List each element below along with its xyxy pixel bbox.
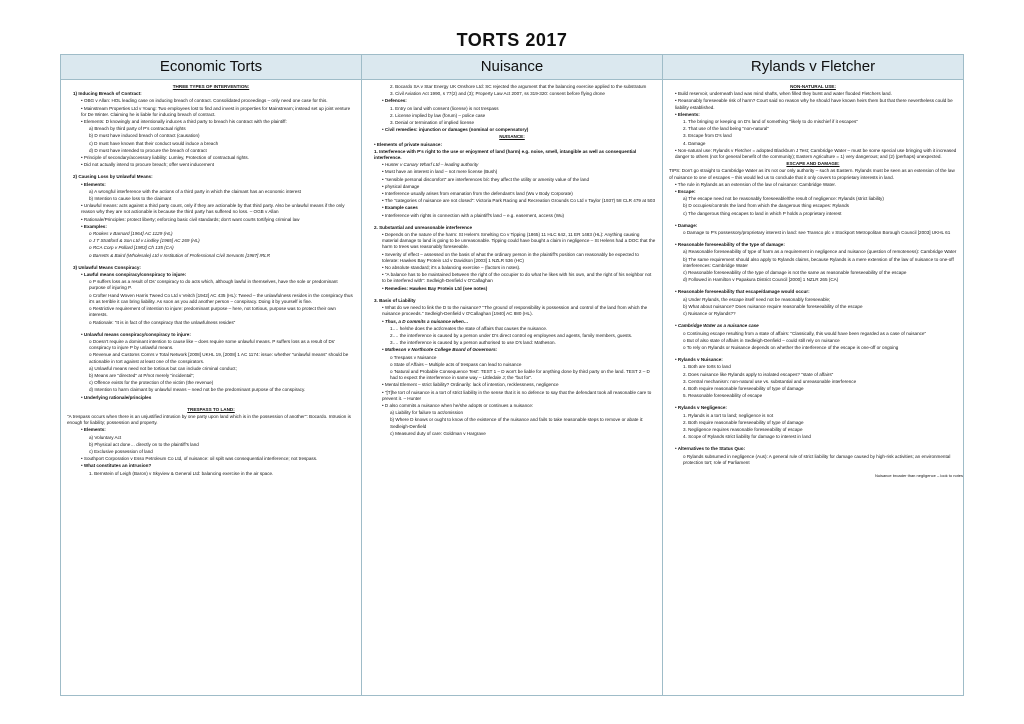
note-line: 3…. the interference is caused by a person authorised to use D's land: Matheson. [390,340,556,346]
note-line: • Escape: [675,189,696,195]
note-line: • Principle of secondary/accessory liability: Lumley, Protection of contractual rights. [81,155,249,161]
column-nuisance [362,55,663,695]
note-line: 1…. he/she does the act/creates the state of affairs that causes the nuisance. [390,325,548,331]
note-line: • Unlawful means conspiracy/conspiracy to injure: [81,331,191,337]
note-line: o Rookes v Barnard [1964] AC 1129 (HL) [89,231,173,237]
note-line: 3. Denial or termination of implied license [390,120,475,126]
note-line: • Interference with rights in connection with a plaintiff's land – e.g. easement, access (Wu) [382,212,565,218]
note-line: 2…. the interference is caused by a person under D's direct control eg employees and agents, family members, guests. [390,332,633,338]
note-line [67,327,355,331]
note-line: TIPS: Don't go straight to Cambridge Water as it's not our only authority – such as Eastern. Rylands must be seen as an extension of the law of nuisance to one of escapes – this would led us to conclude that it only covers to proprietary interests in land. [669,168,955,180]
note-line: o State of Affairs – Multiple acts of trespass can lead to nuisance [390,361,522,367]
page-title: TORTS 2017 [456,30,568,50]
note-line: d) Followed in Hamilton v Papakura District Council [2000] 1 NZLR 265 (CA) [683,277,839,283]
note-line: 3. Negligence requires reasonable foreseeability of escape [683,426,803,432]
column-rylands-v-fletcher [663,55,963,695]
note-line: • Thus, a D commits a nuisance when… [382,318,469,324]
note-line: o Doesn't require a dominant intention to cause like – does require some unlawful means. P suffers loss as a result of Ds' conspiracy to injure P by unlawful means. [89,338,335,351]
note-line [669,400,957,404]
footer-note: Nuisance broader than negligence – look to notes [874,472,963,478]
note-line: 2. That use of the land being "non-natural" [683,126,769,132]
note-line: o RCA Corp v Pollard [1983] Ch 135 (CA) [89,245,174,251]
note-line: 3. Central mechanism: non-natural use vs. substantial and unreasonable interference [683,378,857,384]
note-line: c) D must have known that their conduct would induce a breach [89,140,219,146]
note-line: b) D must have induced breach of contract (causation) [89,133,200,139]
note-line: a) Under Rylands, the escape itself need not be reasonably foreseeable; [683,296,831,302]
note-line: o J T Stratford & Son Ltd v Lindley [1965] AC 269 (HL) [89,238,200,244]
note-line: o Rationale: "It is in fact of the conspiracy that the unlawfulness resides" [89,319,236,325]
note-line: • Rationale/Principles: protect liberty; enforcing basic civil standards; don't want courts tortifying criminal law [81,216,300,222]
note-line: a) Liability for failure to act/omission [390,410,464,416]
note-line: 3. Basis of Liability [374,297,416,303]
note-line: a) Reasonable foreseeability of type of harm as a requirement in negligence and nuisance (question of remoteness): Cambridge Water [683,249,957,255]
note-line: b) What about nuisance? Does nuisance require reasonable foreseeability of the escape [683,303,863,309]
note-line [669,352,957,356]
note-line: • Build reservoir, underneath land was mind shafts, when filled they burst and water flooded Fletchers land. [675,91,892,97]
column-body [61,80,361,482]
note-line: o But of also state of affairs in Sedleigh-Denfield – could still rely on nuisance [683,337,840,343]
note-line: c) Exclusive possession of land [89,448,153,454]
column-heading: Economic Torts [61,55,361,80]
note-line: • Civil remedies: injunction or damages (nominal or compensatory) [382,127,529,133]
note-line: 3) Unlawful Means Conspiracy: [73,264,141,270]
note-line: d) D must have intended to procure the breach of contract [89,147,207,153]
note-line: 5. Reasonable foreseeability of escape [683,393,763,399]
note-line: o Revenue and Customs Comrs v Total Network [2008] UKHL 19, [2008] 1 AC 1174: issue: whether "unlawful means" should be actionable in tort against at least one of the conspirators. [89,352,349,364]
note-line: c) Reasonable foreseeability of the type of damage is not the same as reasonable foreseeability of the escape [683,270,907,276]
note-line: • Elements of private nuisance: [374,141,442,147]
note-line: • Severity of effect – assessed on the basis of what the ordinary person in the plaintiff's position can reasonably be expected to tolerate: Hawkes Bay Protein Ltd v Davidson [2003] 1 NZLR 536 (HC) [382,251,639,263]
note-line: • Cambridge Water as a nuisance case [675,323,759,329]
note-line: c) Measured duty of care: Goldman v Hargrave [390,430,486,436]
note-line: • Elements: [675,111,700,117]
note-line: • Rylands v Nuisance: [675,357,723,363]
note-line: • Southport Corporation v Esso Petroleum Co Ltd, of nuisance: oil spilt was consequential interference; not trespass. [81,456,318,462]
note-line: • physical damage [382,183,420,189]
section-title: NUISANCE: [499,134,525,140]
column-heading: Rylands v Fletcher [663,55,963,80]
note-line: 2. License implied by law (forum) – police case [390,112,486,118]
note-line: c) Offence exists for the protection of the victim (the revenue) [89,380,214,386]
note-line: • Depends on the nature of the harm: St Helen's Smelting Co v Tipping (1865) 11 HLC 642, 11 ER 1483 (HL): Anything causing material damage to land is going to be unreasonable. Tipping could have bought a claim in negligence – St Helens had a DOC that the harm to trees was reasonably foreseeable. [382,232,656,250]
note-line: a) A wrongful interference with the actions of a third party in which the claimant has an economic interest [89,188,301,194]
column-body [362,80,662,442]
note-line: • "sensible personal discomfort" are interferences b/c they affect the utility or amenity value of the land [382,176,590,182]
note-line [669,218,957,222]
note-line: • Lawful means conspiracy/conspiracy to injure: [81,272,187,278]
note-line: o Barretts & Baird (Wholesale) Ltd v Institution of Professional Civil Servants [1987] IRLR [89,252,271,258]
note-line: • Rylands v Negligence: [675,405,727,411]
note-line: b) Means are "directed" at P/not merely "incidental"; [89,372,195,378]
note-line: c) The dangerous thing escapes to land in which P holds a proprietary interest [683,210,842,216]
note-line: 1. Rylands is a tort to land; negligence is not [683,412,774,418]
note-line: o P suffers loss as a result of Ds' conspiracy to do acts which, although lawful in themselves, have the sole or predominant purpose of injuring P. [89,279,338,291]
note-line: 2. Both require reasonable foreseeability of type of damage [683,419,804,425]
note-line: 4. Damage [683,140,706,146]
note-line [669,284,957,288]
note-line [67,169,355,173]
note-line: • The "categories of nuisance are not closed": Victoria Park Racing and Recreation Grounds Co Ltd v Taylor (1937) 58 CLR 479 at 503 [382,198,655,204]
note-line: b) The same requirement should also apply to Rylands claims, because Rylands is a mere extension of the law of nuisance to one-off interferences: Cambridge Water [683,256,954,268]
column-heading: Nuisance [362,55,662,80]
note-line: 2) Causing Loss by Unlawful Means: [73,174,153,180]
note-line: • Interference usually arises from emanation from the defendant's land (Wu v Body Corporate) [382,191,573,197]
note-line [669,318,957,322]
note-line: b) Physical act done… directly on to the plaintiff's land [89,441,199,447]
note-line: 4. Both require reasonable foreseeability of type of damage [683,385,804,391]
note-line: • What do we need to link the D to the nuisance? "The ground of responsibility is possession and control of the land from which the nuisance proceeds." Sedleigh-Denfield v O'Callaghan [1940] AC 880 (HL). [382,305,648,317]
note-line: c) Nuisance or Rylands?? [683,311,736,317]
note-line: 1) Inducing Breach of Contract: [73,91,142,97]
note-line: b) Intention to cause loss to the claimant [89,196,172,202]
note-line: • "[T]he tort of nuisance is a tort of strict liability in the sense that it is no defence to say that the defendant took all reasonable care to prevent it. – Hunter [382,389,652,401]
notes-table [60,54,964,696]
note-line: 2. Does nuisance like Rylands apply to isolated escapes? "state of affairs" [683,371,834,377]
note-line: a) Unlawful means need not be tortious but can include criminal conduct; [89,365,237,371]
note-line: • "A balance has to be maintained between the right of the occupier to do what he likes with his own, and the right of his neighbor not to be interfered with": Sedleigh-Denfield v O'Callaghan [382,272,652,284]
note-line: b) Where D knows or ought to know of the existence of the nuisance and fails to take reasonable steps to remove or abate it: Sedleigh-Denfield [390,417,644,429]
note-line: 2. Substantial and unreasonable interference [374,224,473,230]
note-line: o Continuing escape resulting from a state of affairs: "Classically, this would have been regarded as a case of nuisance" [683,330,927,336]
note-line: • Matheson v Northcote College Board of Governors: [382,347,498,353]
note-line: • Mainstream Properties Ltd v Young: Two employees lost to find and invest in properties for Mainstream; instead set up joint venture for De Winter. Claiming he is liable for inducing breach of contract. [81,105,351,117]
note-line: • Non-natural use: Rylands v Fletcher = adopted Blackburn J Test; Cambridge Water – must be some special use bringing with it increased danger to others (not for general benefit of the community); Eastern Agriculture = 1) very dangerous; and (2) (perhaps) unexpected. [675,147,957,160]
note-line: • Elements: D knowingly and intentionally induces a third party to breach his contract with the plaintiff: [81,119,287,125]
note-line: • D also commits a nuisance when he/she adopts or continues a nuisance: [382,402,534,408]
note-line: d) Intention to harm claimant by unlawful means – need not be the predominant purpose of the conspiracy. [89,387,306,393]
note-line: o To rely on Rylands or Nuisance depends on whether the interference of the escape is one-off or ongoing [683,344,899,350]
note-line: "A trespass occurs when there is an unjustified intrusion by one party upon land which is in the possession of another": Bocardo. Intrusion is enough for liability; possession and property. [67,413,351,426]
note-line: 1. Both are torts to land [683,364,731,370]
note-line: • Reasonable foreseeability that escape/damage would occur: [675,289,810,295]
note-line: • No absolute standard; it's a balancing exercise – (factors in notes). [382,265,521,271]
note-line: • Damage: [675,222,698,228]
note-line: a) Breach by third party of P's contractual rights [89,126,186,132]
section-title: TRESPASS TO LAND: [187,406,235,412]
note-line: • Mental Element – strict liability? Ordinarily: lack of intention, recklessness, negligence [382,382,559,388]
note-line: 4. Scope of Rylands strict liability for damage to interest in land [683,434,811,440]
note-line: • Elements: [81,427,106,433]
note-line: 3. Escape from D's land [683,133,732,139]
note-line: • Did not actually intend to procure breach; offer went inducement [81,162,215,168]
note-line: • Underlying rationale/principles [81,394,152,400]
note-line: • What constitutes an intrusion? [81,463,152,469]
column-body [663,80,963,471]
note-line: 1. The bringing or keeping on D's land of something "likely to do mischief if it escapes" [683,119,858,125]
note-line: o Damage to P's possessory/proprietary interest in land: see Transco plc v Stockport Metropolitan Borough Council [2003] UKHL 61 [683,230,951,236]
note-line: • Hunter v Canary Wharf Ltd – leading authority [382,162,479,168]
note-line: • Elements: [81,181,106,187]
note-line: 1. Interference with P's right to the use or enjoyment of land (harm) e.g. noise, smell, intangible as well as consequential interference. [374,148,637,161]
note-line: 2. Bocardo SA v Star Energy UK Onshore Ltd: SC rejected the argument that the balancing exercise applied to the substratum [390,84,647,89]
note-line: a) Voluntary Act [89,434,122,440]
note-line: • Reasonably foreseeable risk of harm? Court said no reason why he should have known heirs them but that there nevertheless could be liability established. [675,98,953,110]
note-line: • Alternatives to the Status Quo: [675,446,746,452]
note-line: • Examples: [81,223,107,229]
note-line: b) D occupies/controls the land from which the dangerous thing escapes: Rylands [683,203,849,209]
note-line [67,402,355,406]
note-line: • The rule in Rylands as an extension of the law of nuisance: Cambridge Water. [675,181,836,187]
note-line: o Trespass v Nuisance [390,354,437,360]
column-economic-torts [61,55,362,695]
section-title: NON-NATURAL USE: [790,84,836,89]
note-line [67,260,355,264]
note-line: • Example cases [382,205,418,211]
note-line: 3. Civil Aviation Act 1990, s 77(2) and (3); Property Law Act 2007, ss 319-320: consent before flying drone [390,91,605,97]
note-line: o 'Natural and Probable Consequence Test': TEST 1 – D won't be liable for anything done by third party on the land. TEST 2 – D had to expect the interference in same way – Littledale J; the "but for". [390,368,650,381]
note-line [669,441,957,445]
note-line: a) The escape need not be reasonably foreseeable/the result of negligence: Rylands (strict liability) [683,196,884,202]
note-line: o Restrictive requirement of intention to injure: predominant purpose – here, not tortious, purpose was to protect their own interests. [89,306,336,318]
note-line: • Remedies: Hawkes Bay Protein Ltd (see notes) [382,285,488,291]
section-title: ESCAPE AND DAMAGE: [786,161,840,167]
note-line: o Rylands subsumed in negligence (Aus): A general rule of strict liability for damage caused by high-risk activities; an environmental protection tort; role of Parliament [683,453,951,465]
section-title: THREE TYPES OF INTERVENTION: [172,84,250,89]
note-line: • Must have an interest in land – not mere license (Bush) [382,169,498,175]
note-line [368,220,656,224]
note-line: o Crofter Hand Woven Harris Tweed Co Ltd v Veitch [1942] AC 435 (HL): Tweed – the unlawfulness resides in the conspiracy thus it's as terrible it can bring liability. As soon as you add another person – conspiracy. Doing it by yourself is fine. [89,292,353,304]
note-line: • Unlawful means: acts against a third party count, only if they are actionable by that third party. Also be unlawful means if the only reason why they are not actionable is because the third party has suffered no loss. – OGB v Allan [81,203,345,215]
note-line: 1. Entry on land with consent (license) is not trespass [390,105,499,111]
note-line: • Reasonable foreseeability of the type of damage: [675,242,785,248]
note-line [669,237,957,241]
note-line: 1. Bernstein of Leigh (Baron) v Skyview & General Ltd: balancing exercise in the air space. [89,470,274,476]
note-line: • OBG v Allan: HOL leading case on inducing breach of contract. Consolidated proceedings – only need one case for this. [81,98,328,104]
note-line [368,293,656,297]
note-line: • Defences: [382,98,407,104]
